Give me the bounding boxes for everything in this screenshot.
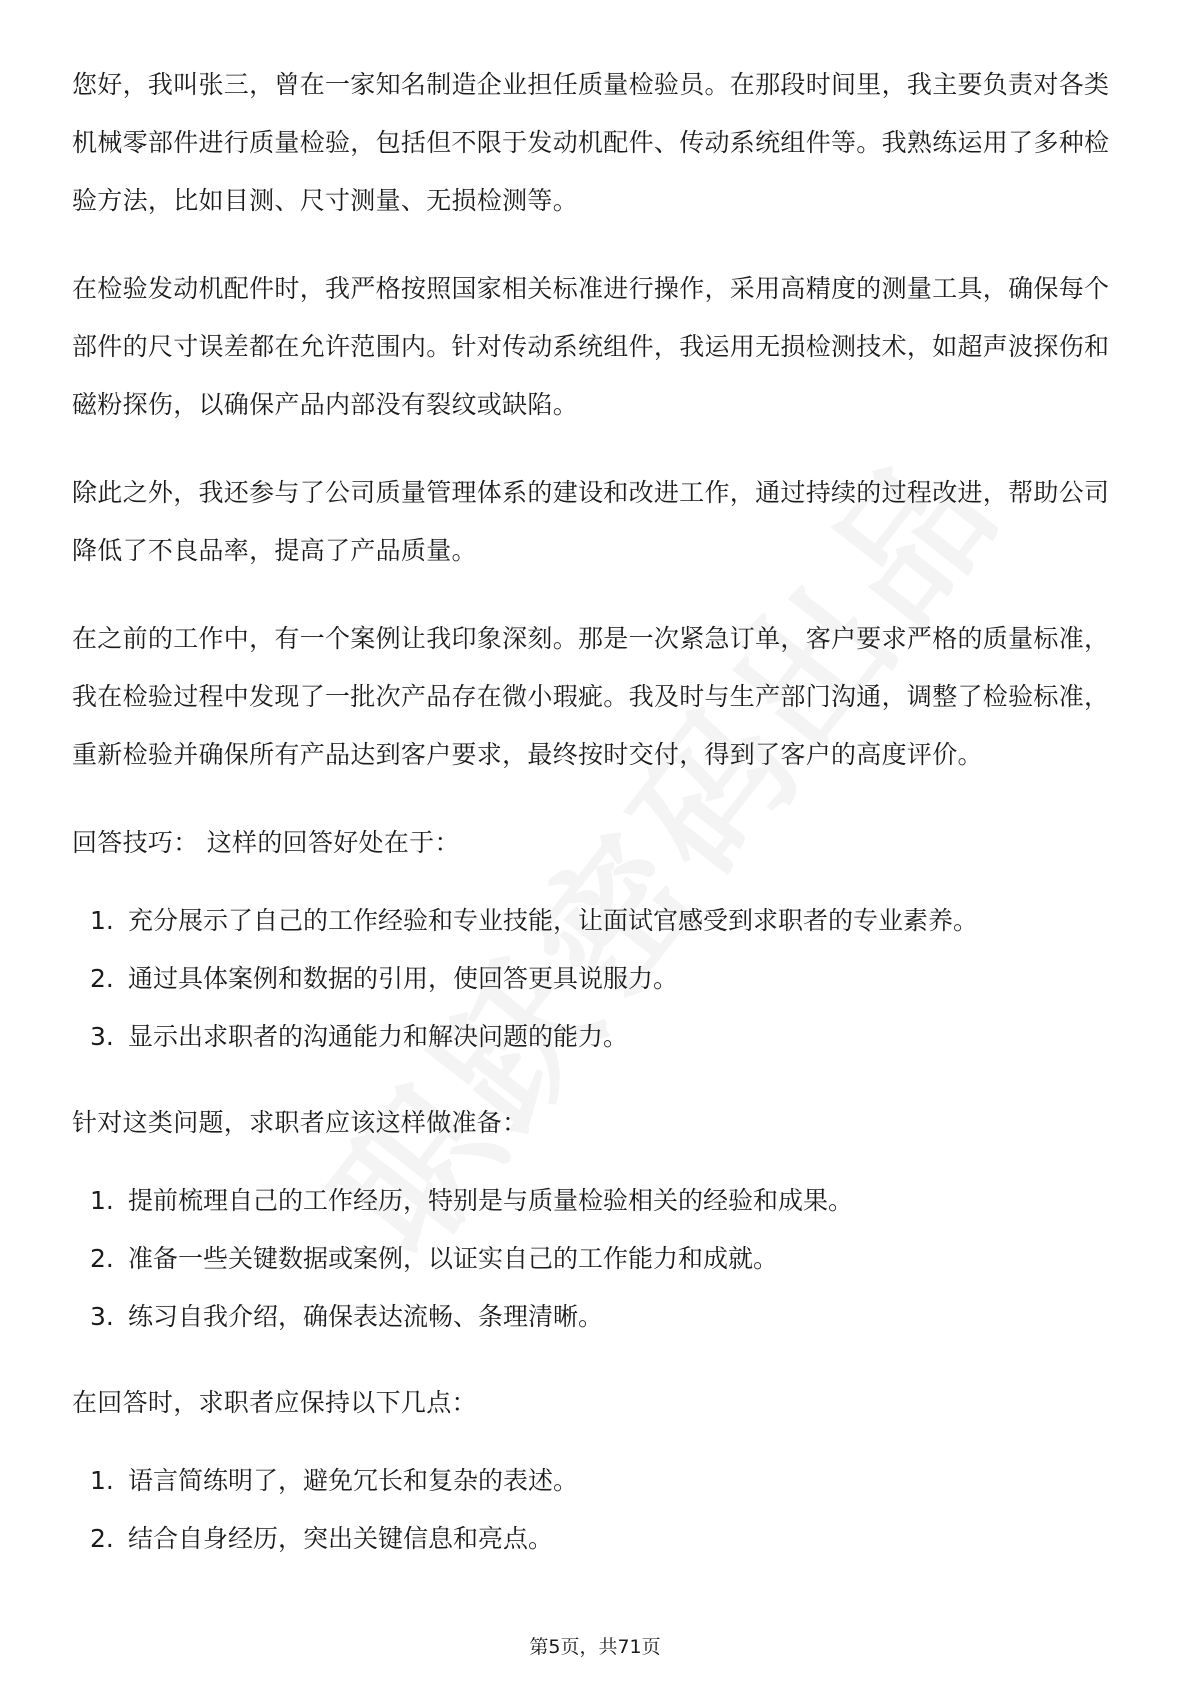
list-item (72, 1172, 1122, 1230)
paragraph-intro: 您好，我叫张三，曾在一家知名制造企业担任质量检验员。在那段时间里，我主要负责对各类机械零部件进行质量检验，包括但不限于发动机配件、传动系统组件等。我熟练运用了多种检验方法，比如目测、尺寸测量、无损检测等。 (72, 70, 1110, 215)
prep-list (72, 1172, 1122, 1346)
keep-heading: 在回答时，求职者应保持以下几点： (72, 1388, 477, 1417)
list-text: 提前梳理自己的工作经历，特别是与质量检验相关的经验和成果。 (128, 1186, 854, 1215)
list-number: 2. (90, 1244, 114, 1273)
prep-heading: 针对这类问题，求职者应该这样做准备： (72, 1108, 528, 1137)
list-text: 显示出求职者的沟通能力和解决问题的能力。 (128, 1022, 629, 1051)
list-item (72, 1008, 1122, 1066)
list-text: 充分展示了自己的工作经验和专业技能，让面试官感受到求职者的专业素养。 (128, 906, 979, 935)
tips-list (72, 892, 1122, 1066)
tips-heading: 回答技巧： 这样的回答好处在于： (72, 828, 460, 857)
list-item (72, 950, 1122, 1008)
list-text: 准备一些关键数据或案例，以证实自己的工作能力和成就。 (128, 1244, 779, 1273)
list-number: 3. (90, 1302, 114, 1331)
list-number: 2. (90, 964, 114, 993)
list-text: 结合自身经历，突出关键信息和亮点。 (128, 1524, 554, 1553)
list-number: 1. (90, 1186, 114, 1215)
list-number: 2. (90, 1524, 114, 1553)
list-item (72, 1288, 1122, 1346)
keep-list (72, 1452, 1122, 1568)
list-number: 1. (90, 1466, 114, 1495)
list-number: 3. (90, 1022, 114, 1051)
list-text: 语言简练明了，避免冗长和复杂的表述。 (128, 1466, 579, 1495)
list-number: 1. (90, 906, 114, 935)
paragraph-quality-system: 除此之外，我还参与了公司质量管理体系的建设和改进工作，通过持续的过程改进，帮助公司降低了不良品率，提高了产品质量。 (72, 478, 1110, 565)
list-item (72, 1230, 1122, 1288)
document-body (72, 56, 1122, 1596)
paragraph-engine-inspection: 在检验发动机配件时，我严格按照国家相关标准进行操作，采用高精度的测量工具，确保每个部件的尺寸误差都在允许范围内。针对传动系统组件，我运用无损检测技术，如超声波探伤和磁粉探伤，以确保产品内部没有裂纹或缺陷。 (72, 274, 1110, 419)
list-text: 练习自我介绍，确保表达流畅、条理清晰。 (128, 1302, 604, 1331)
list-item (72, 1510, 1122, 1568)
list-text: 通过具体案例和数据的引用，使回答更具说服力。 (128, 964, 679, 993)
page-number-footer: 第5页，共71页 (529, 1636, 661, 1658)
list-item (72, 1452, 1122, 1510)
paragraph-case-example: 在之前的工作中，有一个案例让我印象深刻。那是一次紧急订单，客户要求严格的质量标准，我在检验过程中发现了一批次产品存在微小瑕疵。我及时与生产部门沟通，调整了检验标准，重新检验并确保所有产品达到客户要求，最终按时交付，得到了客户的高度评价。 (72, 624, 1110, 769)
list-item (72, 892, 1122, 950)
